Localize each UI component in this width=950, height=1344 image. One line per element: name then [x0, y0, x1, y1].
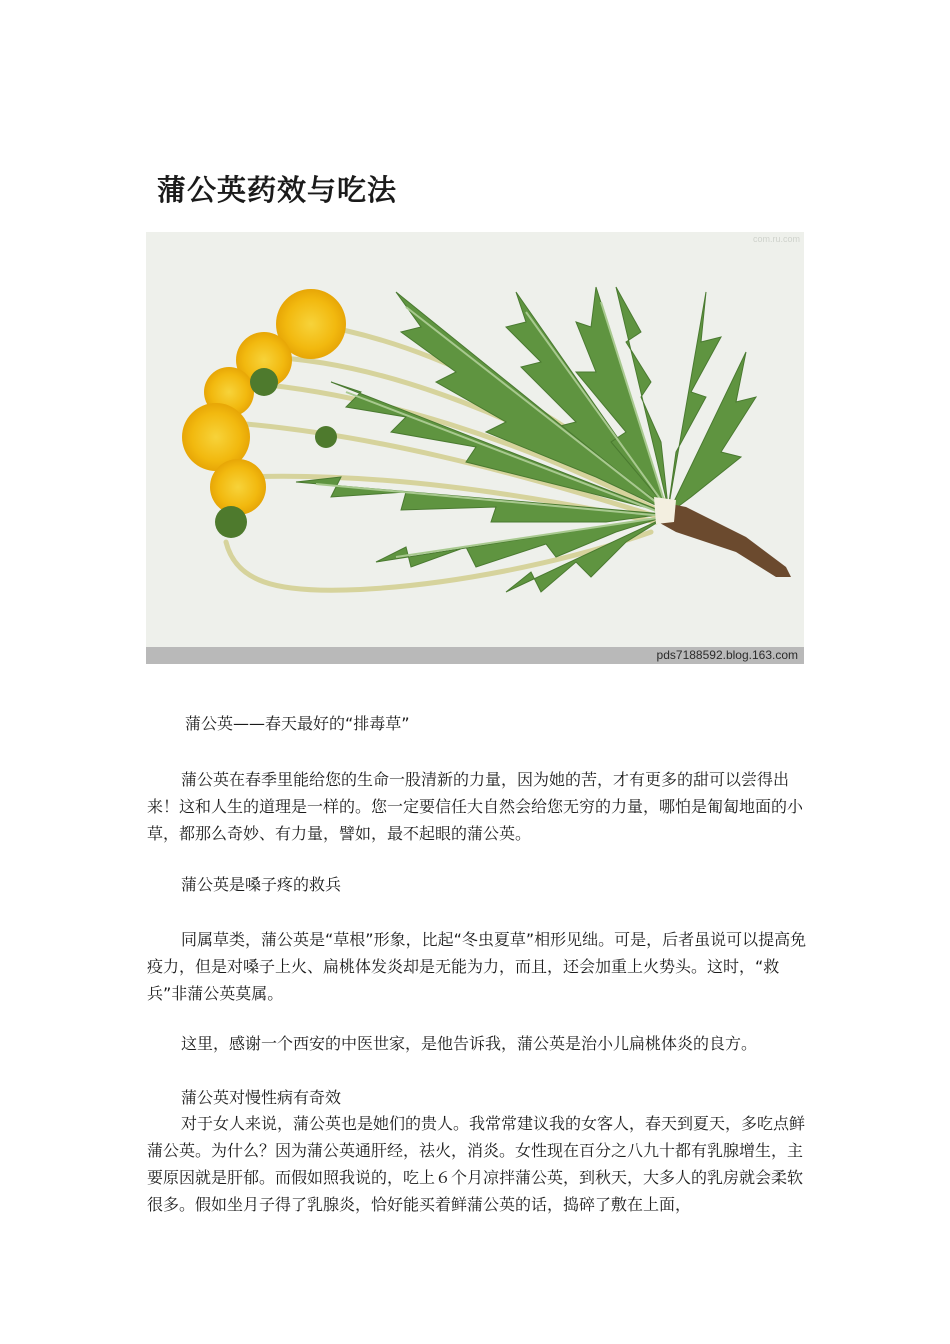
paragraph-intro — [147, 766, 812, 847]
section-heading: 蒲公英是嗓子疼的救兵 — [181, 875, 342, 894]
paragraph: 对于女人来说，蒲公英也是她们的贵人。我常常建议我的女客人，春天到夏天，多吃点鲜蒲公英。为什么？因为蒲公英通肝经，祛火，消炎。女性现在百分之八九十都有乳腺增生，主要原因就是肝郁。而假如照我说的，吃上６个月凉拌蒲公英，到秋天，大多人的乳房就会柔软很多。假如坐月子得了乳腺炎，恰好能买着鲜蒲公英的话，捣碎了敷在上面， — [147, 1114, 806, 1214]
page-title: 蒲公英药效与吃法 — [157, 173, 398, 207]
dandelion-photo — [146, 232, 804, 664]
paragraph: 蒲公英在春季里能给您的生命一股清新的力量，因为她的苦，才有更多的甜可以尝得出来！这和人生的道理是一样的。您一定要信任大自然会给您无穷的力量，哪怕是匍匐地面的小草，都那么奇妙、有力量，譬如，最不起眼的蒲公英。 — [147, 770, 804, 843]
photo-watermark: pds7188592.blog.163.com — [656, 648, 798, 662]
section-heading: 蒲公英——春天最好的“排毒草” — [185, 714, 410, 733]
heading-throat — [147, 871, 812, 898]
watermark-top: com.ru.com — [752, 234, 800, 244]
dandelion-illustration — [146, 232, 804, 664]
paragraph: 同属草类，蒲公英是“草根”形象，比起“冬虫夏草”相形见绌。可是，后者虽说可以提高免疫力，但是对嗓子上火、扁桃体发炎却是无能为力，而且，还会加重上火势头。这时，“救兵”非蒲公英莫属。 — [147, 930, 807, 1003]
paragraph: 这里，感谢一个西安的中医世家，是他告诉我，蒲公英是治小儿扁桃体炎的良方。 — [181, 1034, 758, 1053]
paragraph-throat — [147, 926, 812, 1007]
subtitle-detox — [147, 710, 812, 737]
heading-chronic — [147, 1084, 812, 1111]
paragraph-thanks — [147, 1030, 812, 1057]
section-heading: 蒲公英对慢性病有奇效 — [181, 1088, 342, 1107]
paragraph-women — [147, 1110, 812, 1218]
